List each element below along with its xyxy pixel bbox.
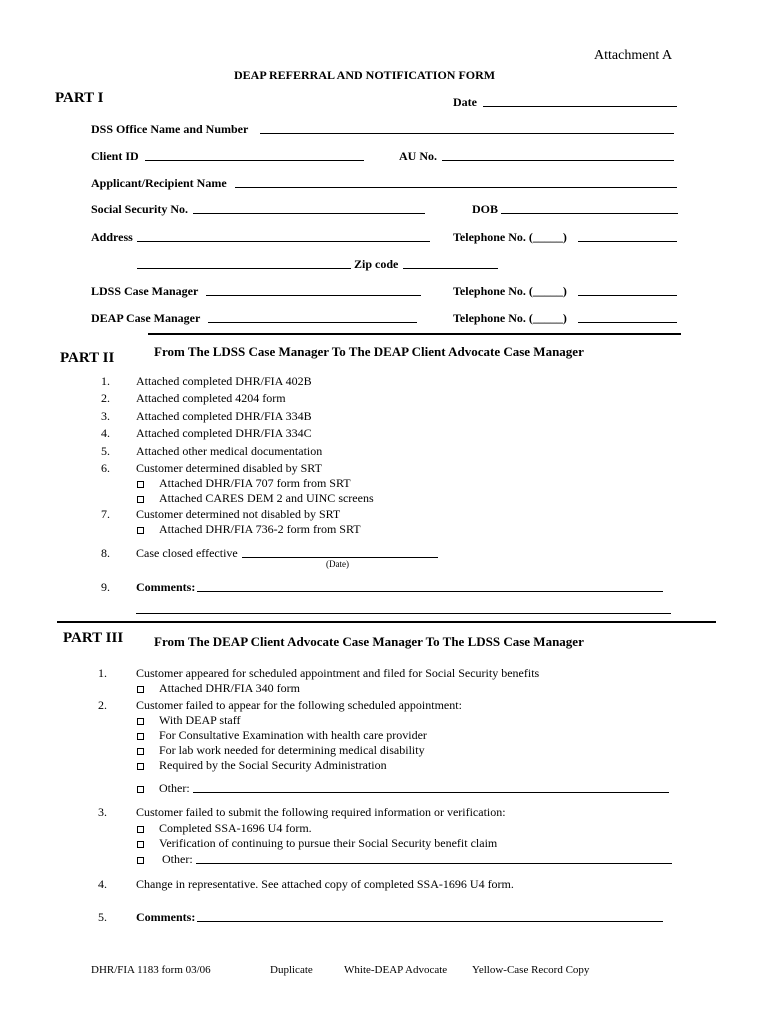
part2-item-text: Customer determined not disabled by SRT <box>136 507 341 521</box>
part3-item-num: 1. <box>98 666 107 680</box>
other-field[interactable] <box>196 863 672 864</box>
part3-item-text: Customer failed to appear for the following scheduled appointment: <box>136 698 462 712</box>
checkbox[interactable] <box>137 481 144 488</box>
telephone-label: Telephone No. (_____) <box>453 230 567 244</box>
part2-subitem-text: Attached DHR/FIA 736-2 form from SRT <box>159 522 361 536</box>
comments-field[interactable] <box>197 591 663 592</box>
deap-label: DEAP Case Manager <box>91 311 201 325</box>
part3-subitem-text: Verification of continuing to pursue their Social Security benefit claim <box>159 836 498 850</box>
part3-subitem-text: Attached DHR/FIA 340 form <box>159 681 300 695</box>
form-title: DEAP REFERRAL AND NOTIFICATION FORM <box>234 68 496 82</box>
applicant-label: Applicant/Recipient Name <box>91 176 227 190</box>
au-no-field[interactable] <box>442 160 674 161</box>
client-id-field[interactable] <box>145 160 364 161</box>
au-no-label: AU No. <box>399 149 437 163</box>
other-field[interactable] <box>193 792 669 793</box>
footer-yellow: Yellow-Case Record Copy <box>472 964 590 976</box>
checkbox[interactable] <box>137 686 144 693</box>
telephone-field[interactable] <box>578 241 677 242</box>
part3-heading: PART III <box>63 630 124 646</box>
part2-item-text: Attached completed DHR/FIA 334B <box>136 409 312 423</box>
comments-field[interactable] <box>197 921 663 922</box>
part3-divider <box>57 621 716 623</box>
checkbox[interactable] <box>137 527 144 534</box>
part2-divider <box>148 333 681 335</box>
deap-field[interactable] <box>208 322 417 323</box>
part2-item-num: 7. <box>101 507 110 521</box>
ssn-label: Social Security No. <box>91 202 188 216</box>
ldss-label: LDSS Case Manager <box>91 284 199 298</box>
part2-item-num: 6. <box>101 461 110 475</box>
part2-subheading: From The LDSS Case Manager To The DEAP Client Advocate Case Manager <box>154 344 584 359</box>
part2-item-text: Attached other medical documentation <box>136 444 323 458</box>
part2-item-text: Attached completed DHR/FIA 402B <box>136 374 312 388</box>
dss-office-label: DSS Office Name and Number <box>91 122 249 136</box>
part2-heading: PART II <box>60 350 115 366</box>
part2-item-num: 5. <box>101 444 110 458</box>
case-closed-label: Case closed effective <box>136 546 238 560</box>
checkbox[interactable] <box>137 718 144 725</box>
part2-item-num: 3. <box>101 409 110 423</box>
part2-item-text: Attached completed 4204 form <box>136 391 286 405</box>
part2-subitem-text: Attached CARES DEM 2 and UINC screens <box>159 491 374 505</box>
part3-item-text: Customer appeared for scheduled appointment and filed for Social Security benefits <box>136 666 540 680</box>
date-caption: (Date) <box>326 559 349 569</box>
deap-telephone-label: Telephone No. (_____) <box>453 311 567 325</box>
part3-item-num: 3. <box>98 805 107 819</box>
attachment-label: Attachment A <box>594 48 673 63</box>
address-line2-field[interactable] <box>137 268 351 269</box>
part3-item-num: 5. <box>98 910 107 924</box>
part2-subitem-text: Attached DHR/FIA 707 form from SRT <box>159 476 351 490</box>
other-label: Other: <box>159 781 190 795</box>
footer-white: White-DEAP Advocate <box>344 964 448 976</box>
ldss-telephone-field[interactable] <box>578 295 677 296</box>
other-label: Other: <box>162 852 193 866</box>
part3-subitem-text: For lab work needed for determining medical disability <box>159 743 425 757</box>
ssn-field[interactable] <box>193 213 425 214</box>
client-id-label: Client ID <box>91 149 139 163</box>
checkbox[interactable] <box>137 763 144 770</box>
checkbox[interactable] <box>137 733 144 740</box>
dss-office-field[interactable] <box>260 133 674 134</box>
checkbox[interactable] <box>137 786 144 793</box>
zip-label: Zip code <box>354 257 399 271</box>
part1-heading: PART I <box>55 90 104 106</box>
dob-label: DOB <box>472 202 499 216</box>
part3-subitem-text: Required by the Social Security Administration <box>159 758 387 772</box>
part3-subitem-text: For Consultative Examination with health care provider <box>159 728 427 742</box>
address-label: Address <box>91 230 133 244</box>
part2-item-text: Customer determined disabled by SRT <box>136 461 322 475</box>
ldss-telephone-label: Telephone No. (_____) <box>453 284 567 298</box>
address-field[interactable] <box>137 241 430 242</box>
part3-subitem-text: With DEAP staff <box>159 713 241 727</box>
part2-item-num: 1. <box>101 374 110 388</box>
case-closed-field[interactable] <box>242 557 438 558</box>
checkbox[interactable] <box>137 496 144 503</box>
part2-item-num: 4. <box>101 426 110 440</box>
part2-item-num: 9. <box>101 580 110 594</box>
part3-item-text: Change in representative. See attached copy of completed SSA-1696 U4 form. <box>136 877 514 891</box>
checkbox[interactable] <box>137 841 144 848</box>
applicant-field[interactable] <box>235 187 677 188</box>
part2-item-text: Attached completed DHR/FIA 334C <box>136 426 312 440</box>
date-label: Date <box>453 95 477 109</box>
date-field[interactable] <box>483 106 677 107</box>
checkbox[interactable] <box>137 748 144 755</box>
comments-label: Comments: <box>136 910 196 924</box>
ldss-field[interactable] <box>206 295 421 296</box>
checkbox[interactable] <box>137 857 144 864</box>
deap-telephone-field[interactable] <box>578 322 677 323</box>
comments-label: Comments: <box>136 580 196 594</box>
checkbox[interactable] <box>137 826 144 833</box>
comments-field-line2[interactable] <box>136 613 671 614</box>
part2-item-num: 2. <box>101 391 110 405</box>
footer-form-id: DHR/FIA 1183 form 03/06 <box>91 964 211 976</box>
part3-item-num: 4. <box>98 877 107 891</box>
part3-subitem-text: Completed SSA-1696 U4 form. <box>159 821 312 835</box>
footer-duplicate: Duplicate <box>270 964 313 976</box>
zip-field[interactable] <box>403 268 498 269</box>
part3-item-text: Customer failed to submit the following required information or verification: <box>136 805 506 819</box>
part3-item-num: 2. <box>98 698 107 712</box>
dob-field[interactable] <box>501 213 678 214</box>
part2-item-num: 8. <box>101 546 110 560</box>
part3-subheading: From The DEAP Client Advocate Case Manager To The LDSS Case Manager <box>154 634 584 649</box>
